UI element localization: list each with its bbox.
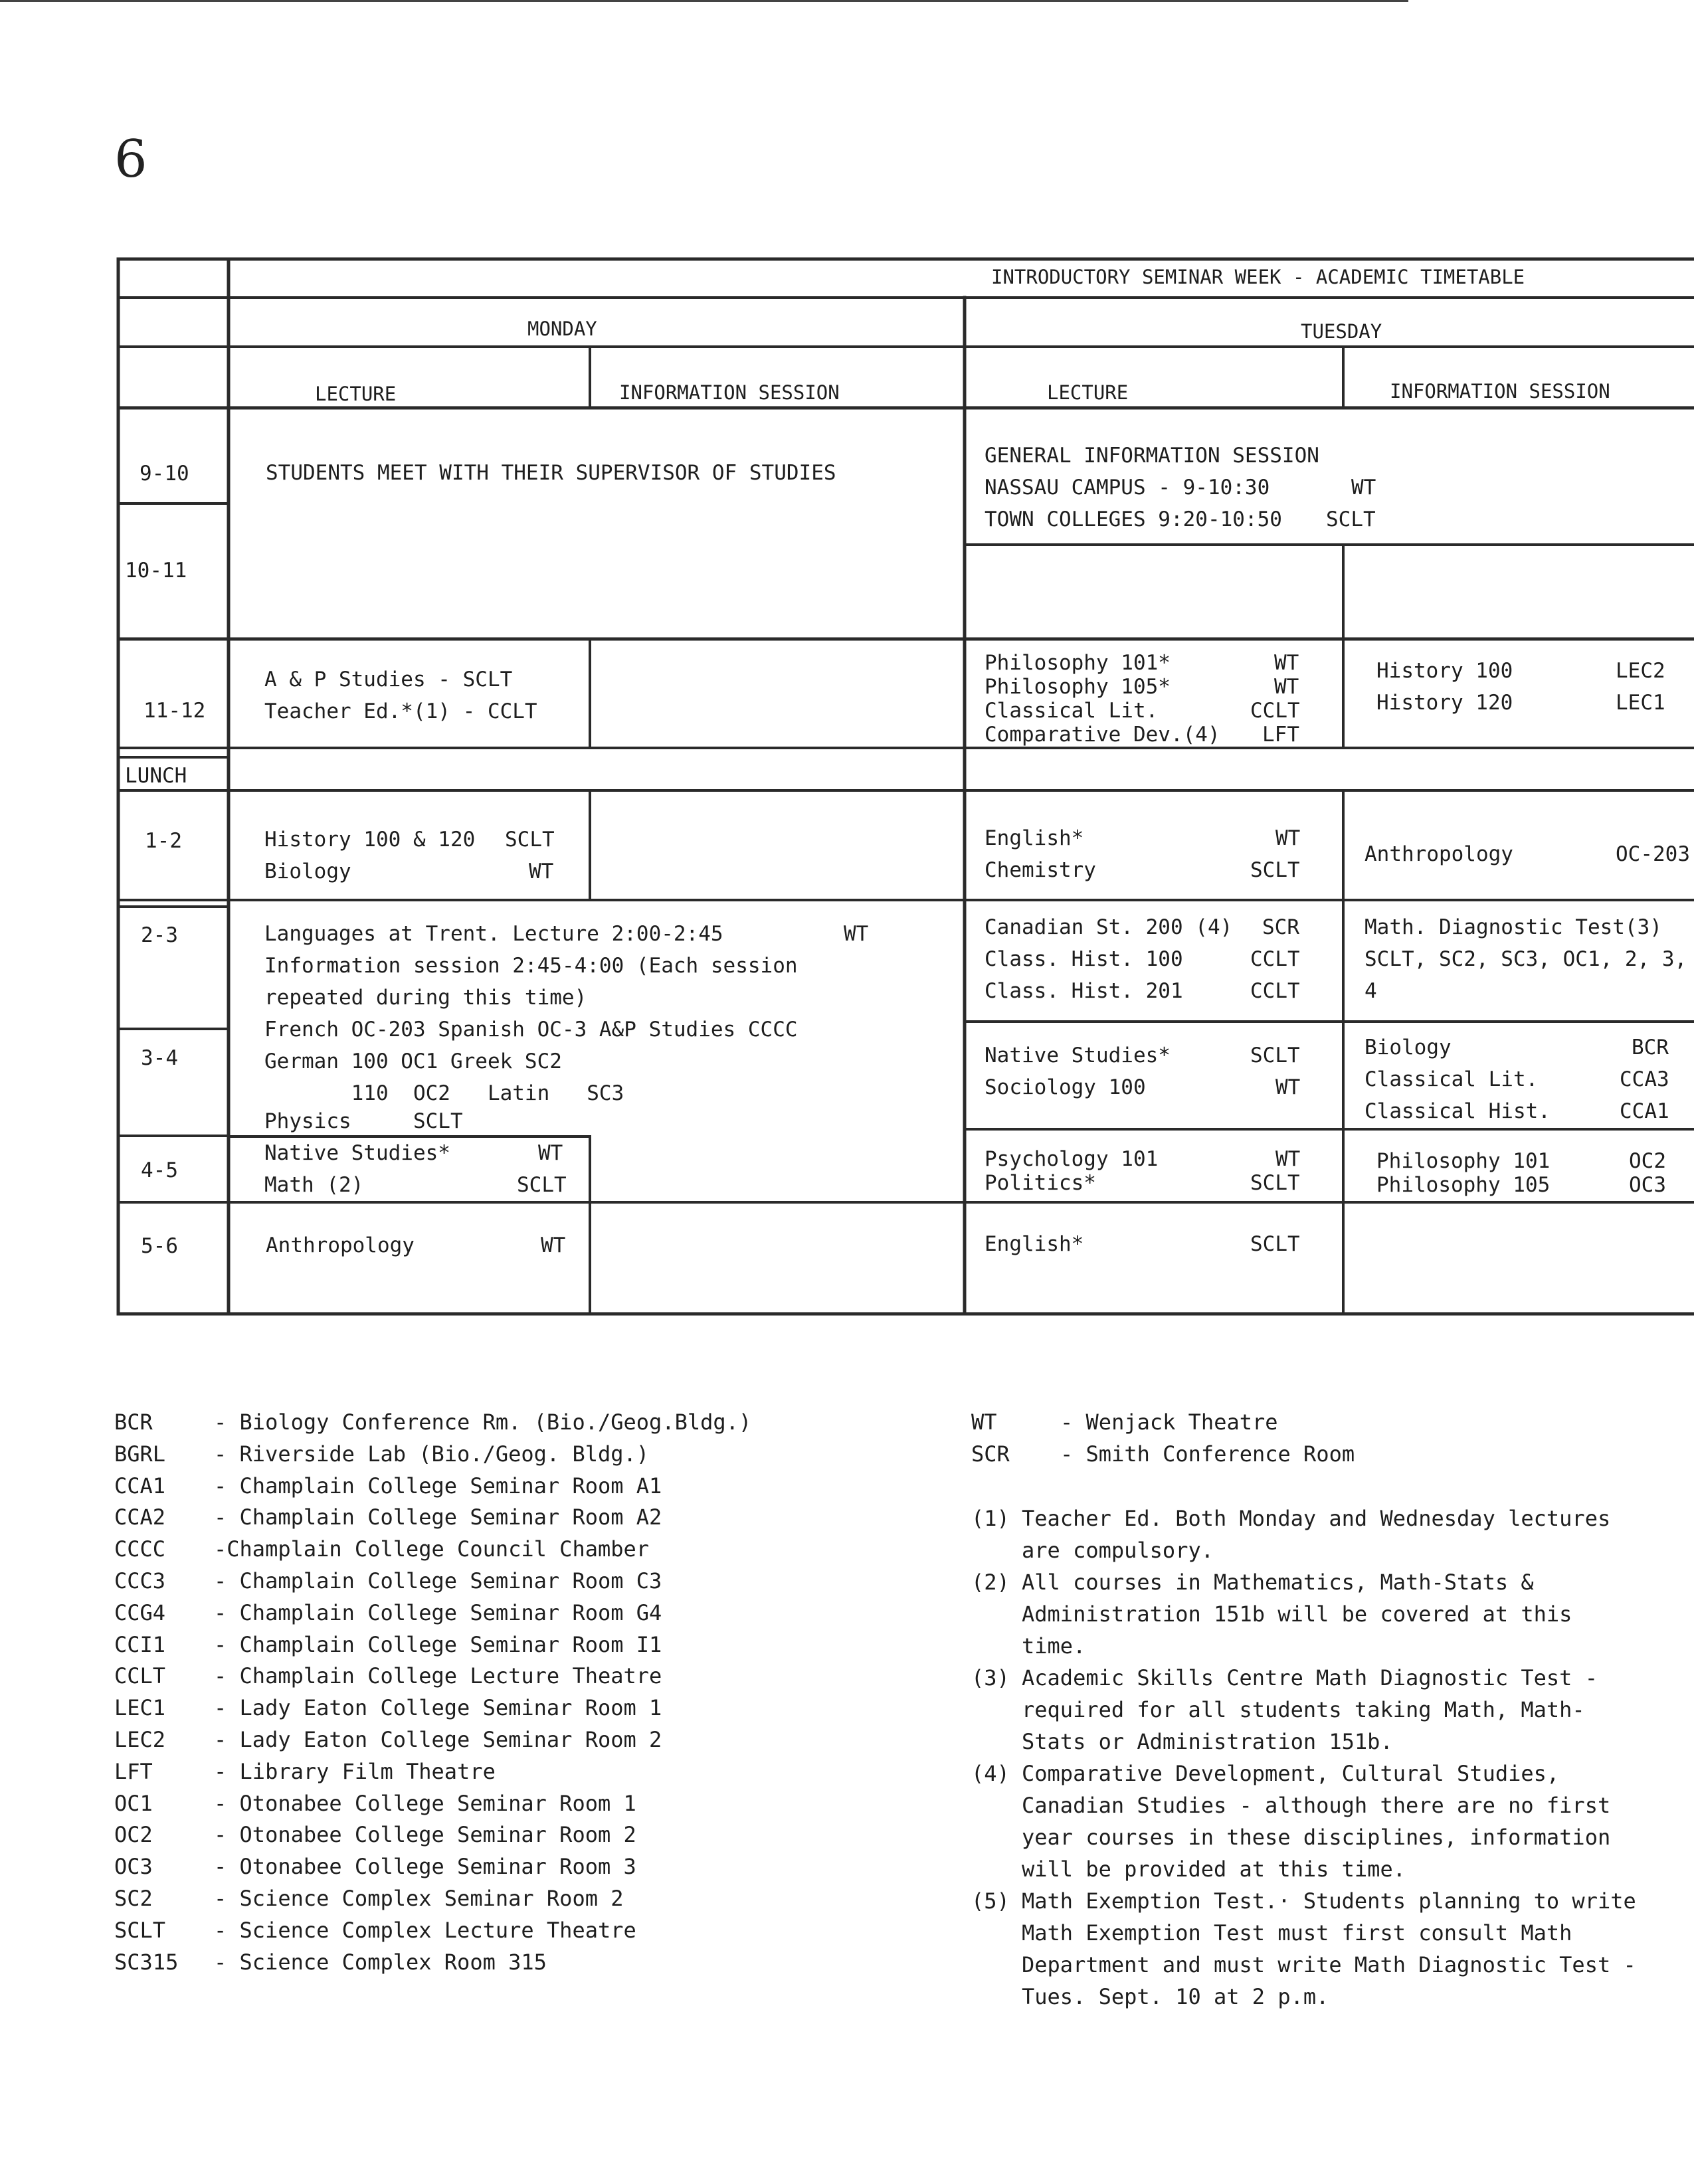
list-item: French OC-203 Spanish OC-3 A&P Studies CCCC <box>264 1018 798 1042</box>
list-item: TOWN COLLEGES 9:20-10:50 SCLT <box>985 507 1376 531</box>
legend-item: OC2 - Otonabee College Seminar Room 2 <box>114 1822 636 1848</box>
legend-item: CCG4 - Champlain College Seminar Room G4 <box>114 1599 662 1625</box>
list-item: History 100 & 120 SCLT <box>264 828 555 852</box>
tuesday-5-6-lecture <box>985 1228 1317 1260</box>
tuesday-11-12-info <box>1376 655 1694 719</box>
list-item: Classical Lit. CCLT <box>985 699 1300 723</box>
list-item: Biology BCR <box>1365 1036 1669 1059</box>
time-4-5: 4-5 <box>141 1158 178 1182</box>
list-item: Psychology 101 WT <box>985 1147 1301 1171</box>
subheader-monday-lecture: LECTURE <box>315 383 397 405</box>
footnote: (2) All courses in Mathematics, Math-Stats & Administration 151b will be covered at this time. <box>971 1570 1572 1659</box>
tuesday-1-2-lecture <box>985 822 1317 886</box>
legend-item: CCC3 - Champlain College Seminar Room C3 <box>114 1568 662 1593</box>
list-item: Anthropology OC-203 <box>1365 842 1690 866</box>
list-item: Math. Diagnostic Test(3) <box>1365 915 1662 939</box>
list-item: History 120 LEC1 <box>1376 691 1665 715</box>
legend-item: OC3 - Otonabee College Seminar Room 3 <box>114 1854 636 1880</box>
footnote: (5) Math Exemption Test.· Students planning to write Math Exemption Test must first consult Math Department and must write Math Diagnostic Test - Tues. Sept. 10 at 2 p.m. <box>971 1888 1636 2009</box>
list-item: Chemistry SCLT <box>985 858 1300 882</box>
time-lunch: LUNCH <box>125 764 187 788</box>
tuesday-3-4-info <box>1365 1032 1694 1127</box>
page-number: 6 <box>114 130 147 189</box>
day-monday: MONDAY <box>527 318 597 340</box>
subheader-tuesday-info: INFORMATION SESSION <box>1390 380 1610 403</box>
room-legend-right <box>971 1407 1569 1471</box>
list-item: German 100 OC1 Greek SC2 <box>264 1049 562 1073</box>
list-item: Classical Lit. CCA3 <box>1365 1067 1669 1091</box>
legend-item: BGRL - Riverside Lab (Bio./Geog. Bldg.) <box>114 1441 650 1467</box>
list-item: Philosophy 101 OC2 <box>1376 1149 1666 1173</box>
time-10-11: 10-11 <box>125 559 187 583</box>
tuesday-9-10-lecture <box>985 440 1376 535</box>
time-5-6: 5-6 <box>141 1234 178 1258</box>
list-item: Information session 2:45-4:00 (Each session <box>264 954 798 978</box>
footnote: (3) Academic Skills Centre Math Diagnostic Test - required for all students taking Math, Math-Stats or Administration 151b. <box>971 1665 1598 1754</box>
legend-item: CCA1 - Champlain College Seminar Room A1 <box>114 1473 662 1499</box>
list-item: Biology WT <box>264 860 554 883</box>
list-item: Philosophy 105* WT <box>985 675 1299 699</box>
monday-4-5-lecture <box>264 1137 570 1201</box>
list-item: Class. Hist. 201 CCLT <box>985 979 1300 1003</box>
monday-9-10-entry: STUDENTS MEET WITH THEIR SUPERVISOR OF STUDIES <box>266 461 836 485</box>
legend-item: WT - Wenjack Theatre <box>971 1410 1278 1435</box>
footnotes <box>971 1502 1642 2013</box>
legend-item: LEC1 - Lady Eaton College Seminar Room 1 <box>114 1695 662 1721</box>
monday-5-6-lecture <box>266 1229 571 1261</box>
footnote: (4) Comparative Development, Cultural Studies, Canadian Studies - although there are no first year courses in these disciplines, information will be provided at this time. <box>971 1761 1611 1882</box>
list-item: 110 OC2 Latin SC3 <box>264 1081 624 1105</box>
legend-item: CCCC -Champlain College Council Chamber <box>114 1536 650 1562</box>
legend-item: SC315 - Science Complex Room 315 <box>114 1949 547 1975</box>
tuesday-2-3-lecture <box>985 911 1317 1007</box>
list-item: English* SCLT <box>985 1232 1300 1256</box>
legend-item: SCR - Smith Conference Room <box>971 1441 1355 1467</box>
list-item: SCLT, SC2, SC3, OC1, 2, 3, <box>1365 947 1687 971</box>
time-2-3: 2-3 <box>141 923 178 947</box>
monday-2-4-lecture <box>264 918 955 1133</box>
list-item: NASSAU CAMPUS - 9-10:30 WT <box>985 476 1376 500</box>
timetable-title: INTRODUCTORY SEMINAR WEEK - ACADEMIC TIMETABLE <box>991 266 1525 288</box>
monday-1-2-lecture <box>264 824 557 887</box>
legend-item: CCA2 - Champlain College Seminar Room A2 <box>114 1504 662 1530</box>
list-item: Comparative Dev.(4) LFT <box>985 723 1299 747</box>
list-item: Teacher Ed.*(1) - CCLT <box>264 699 537 723</box>
list-item: Philosophy 105 OC3 <box>1376 1173 1666 1197</box>
list-item: Sociology 100 WT <box>985 1075 1301 1099</box>
footnote: (1) Teacher Ed. Both Monday and Wednesday lectures are compulsory. <box>971 1506 1611 1563</box>
list-item: Classical Hist. CCA1 <box>1365 1099 1669 1123</box>
list-item: repeated during this time) <box>264 986 587 1010</box>
list-item: Canadian St. 200 (4) SCR <box>985 915 1299 939</box>
list-item: Anthropology WT <box>266 1233 566 1257</box>
list-item: GENERAL INFORMATION SESSION <box>985 444 1319 468</box>
list-item: Native Studies* SCLT <box>985 1044 1300 1067</box>
list-item: Physics SCLT <box>264 1109 463 1133</box>
legend-item: SCLT - Science Complex Lecture Theatre <box>114 1917 636 1943</box>
tuesday-4-5-lecture <box>985 1147 1317 1195</box>
legend-item: OC1 - Otonabee College Seminar Room 1 <box>114 1790 636 1816</box>
legend-item: LEC2 - Lady Eaton College Seminar Room 2 <box>114 1726 662 1752</box>
legend-item: SC2 - Science Complex Seminar Room 2 <box>114 1885 624 1911</box>
day-tuesday: TUESDAY <box>1301 320 1382 343</box>
list-item: Politics* SCLT <box>985 1171 1300 1195</box>
time-9-10: 9-10 <box>140 462 189 486</box>
time-11-12: 11-12 <box>143 699 206 723</box>
tuesday-3-4-lecture <box>985 1040 1317 1103</box>
list-item: Native Studies* WT <box>264 1141 563 1165</box>
list-item: Languages at Trent. Lecture 2:00-2:45 WT <box>264 922 869 946</box>
legend-item: LFT - Library Film Theatre <box>114 1758 496 1784</box>
list-item: A & P Studies - SCLT <box>264 668 513 691</box>
tuesday-11-12-lecture <box>985 651 1317 747</box>
tuesday-1-2-info <box>1365 838 1694 870</box>
legend-item: CCI1 - Champlain College Seminar Room I1 <box>114 1631 662 1657</box>
tuesday-2-3-info <box>1365 911 1694 1007</box>
list-item: History 100 LEC2 <box>1376 659 1665 683</box>
room-legend-left <box>114 1407 779 1978</box>
subheader-monday-info: INFORMATION SESSION <box>619 381 840 404</box>
list-item: Philosophy 101* WT <box>985 651 1299 675</box>
list-item: Class. Hist. 100 CCLT <box>985 947 1300 971</box>
legend-item: CCLT - Champlain College Lecture Theatre <box>114 1663 662 1689</box>
list-item: 4 <box>1365 979 1377 1003</box>
monday-11-12-lecture <box>264 664 537 727</box>
list-item: Math (2) SCLT <box>264 1173 567 1197</box>
subheader-tuesday-lecture: LECTURE <box>1047 381 1129 404</box>
legend-item: BCR - Biology Conference Rm. (Bio./Geog.Bldg.) <box>114 1410 752 1435</box>
time-1-2: 1-2 <box>145 829 182 853</box>
list-item: English* WT <box>985 826 1301 850</box>
tuesday-4-5-info <box>1376 1149 1694 1197</box>
time-3-4: 3-4 <box>141 1046 178 1070</box>
